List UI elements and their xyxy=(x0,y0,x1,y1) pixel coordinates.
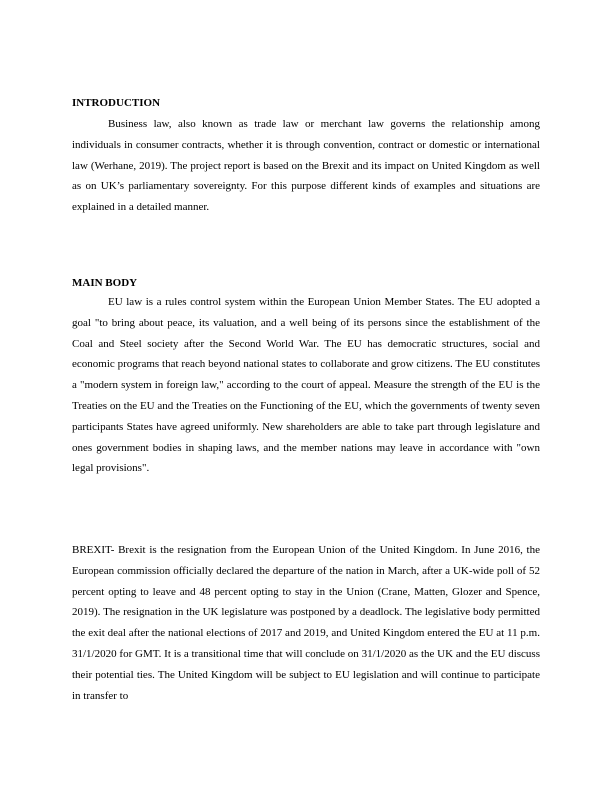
main-body-heading: MAIN BODY xyxy=(72,277,138,289)
introduction-heading: INTRODUCTION xyxy=(72,97,161,109)
brexit-paragraph: BREXIT- Brexit is the resignation from the European Union of the United Kingdom. In June 2016, the European commission officially declared the departure of the nation in March, after a UK-wide poll of 52 percent opting to leave and 48 percent opting to stay in the Union (Crane, Matten, Glozer and Spence, 2019). The resignation in the UK legislature was postponed by a deadlock. The legislative body permitted the exit deal after the national elections of 2017 and 2019, and United Kingdom entered the EU at 11 p.m. 31/1/2020 for GMT. It is a transitional time that will conclude on 31/1/2020 as the UK and the EU discuss their potential ties. The United Kingdom will be subject to EU legislation and will continue to participate in transfer to xyxy=(72,544,540,702)
introduction-paragraph: Business law, also known as trade law or merchant law governs the relationship among individuals in consumer contracts, whether it is through convention, contract or domestic or international law (Werhane, 2019). The project report is based on the Brexit and its impact on United Kingdom as well as on UK’s parliamentary sovereignty. For this purpose different kinds of examples and situations are explained in a detailed manner. xyxy=(72,118,540,214)
main-body-paragraph: EU law is a rules control system within the European Union Member States. The EU adopted a goal "to bring about peace, its valuation, and a well being of its persons since the establishment of the Coal and Steel society after the Second World War. The EU has democratic structures, social and economic programs that reach beyond national states to collaborate and grow citizens. The EU constitutes a "modern system in foreign law," according to the court of appeal. Measure the strength of the EU is the Treaties on the EU and the Treaties on the Functioning of the EU, which the governments of twenty seven participants States have agreed uniformly. New shareholders are able to take part through legislature and ones government bodies in shaping laws, and the member nations may leave in accordance with "own legal provisions". xyxy=(72,296,540,475)
